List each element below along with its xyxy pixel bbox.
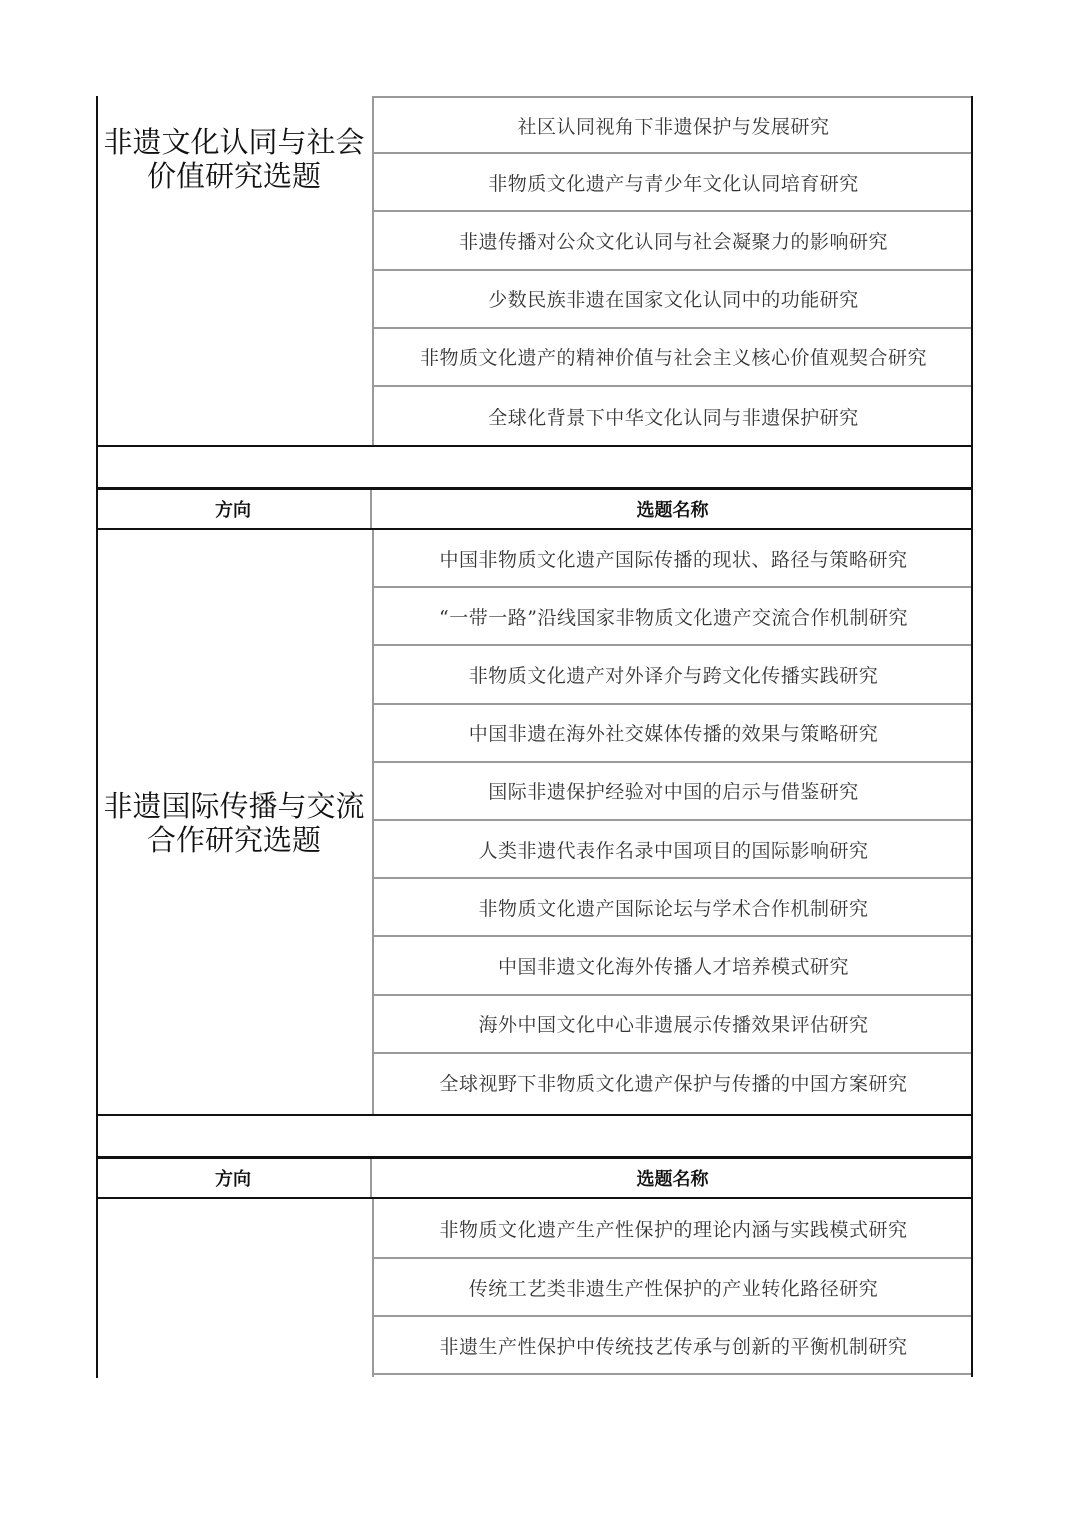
header-direction: 方向 xyxy=(96,1159,372,1197)
table-right-border xyxy=(971,1116,973,1158)
table-header-row xyxy=(96,488,973,530)
topic-row: 中国非遗文化海外传播人才培养模式研究 xyxy=(374,937,973,995)
section-international-communication xyxy=(96,530,973,1115)
spacer-row xyxy=(96,1116,973,1158)
section-productive-protection xyxy=(96,1199,973,1377)
spacer-row xyxy=(96,447,973,489)
topic-row: 中国非物质文化遗产国际传播的现状、路径与策略研究 xyxy=(374,530,973,588)
topic-row: 全球化背景下中华文化认同与非遗保护研究 xyxy=(488,406,859,429)
topic-row: 非物质文化遗产与青少年文化认同培育研究 xyxy=(374,154,973,212)
table-right-border xyxy=(971,96,973,447)
direction-line: 非遗文化认同与社会 xyxy=(103,125,365,159)
table-right-border xyxy=(971,1157,973,1199)
header-direction: 方向 xyxy=(96,490,372,528)
topic-row: 人类非遗代表作名录中国项目的国际影响研究 xyxy=(374,821,973,879)
direction-cell xyxy=(96,530,372,1115)
topic-row: 少数民族非遗在国家文化认同中的功能研究 xyxy=(374,271,973,329)
topic-row: 社区认同视角下非遗保护与发展研究 xyxy=(374,96,973,154)
table-right-border xyxy=(971,530,973,1115)
topic-row: 非物质文化遗产生产性保护的理论内涵与实践模式研究 xyxy=(374,1199,973,1259)
table-right-border xyxy=(971,1199,973,1377)
section-cultural-identity xyxy=(96,96,973,447)
topic-row: 传统工艺类非遗生产性保护的产业转化路径研究 xyxy=(374,1259,973,1317)
table-header-row xyxy=(96,1157,973,1199)
header-topic-name: 选题名称 xyxy=(636,1169,709,1190)
table-right-border xyxy=(971,447,973,489)
direction-line: 合作研究选题 xyxy=(146,822,321,857)
table-right-border xyxy=(971,488,973,530)
topic-column xyxy=(372,530,973,1115)
topic-row: 海外中国文化中心非遗展示传播效果评估研究 xyxy=(374,996,973,1054)
topic-row: 非遗生产性保护中传统技艺传承与创新的平衡机制研究 xyxy=(374,1317,973,1375)
direction-line: 非遗国际传播与交流 xyxy=(103,788,365,823)
topic-row: “一带一路”沿线国家非物质文化遗产交流合作机制研究 xyxy=(374,588,973,646)
topic-row: 非物质文化遗产的精神价值与社会主义核心价值观契合研究 xyxy=(374,329,973,387)
topic-row: 中国非遗在海外社交媒体传播的效果与策略研究 xyxy=(374,705,973,763)
header-topic-name: 选题名称 xyxy=(636,500,709,521)
direction-cell xyxy=(96,96,372,222)
topic-row: 非物质文化遗产国际论坛与学术合作机制研究 xyxy=(374,879,973,937)
topic-row: 非遗传播对公众文化认同与社会凝聚力的影响研究 xyxy=(374,212,973,270)
topic-row: 国际非遗保护经验对中国的启示与借鉴研究 xyxy=(374,763,973,821)
topic-column xyxy=(372,1199,973,1377)
topic-column xyxy=(372,96,973,447)
topic-row: 全球视野下非物质文化遗产保护与传播的中国方案研究 xyxy=(439,1073,908,1096)
topic-row: 非物质文化遗产对外译介与跨文化传播实践研究 xyxy=(374,646,973,704)
direction-line: 价值研究选题 xyxy=(146,159,321,193)
